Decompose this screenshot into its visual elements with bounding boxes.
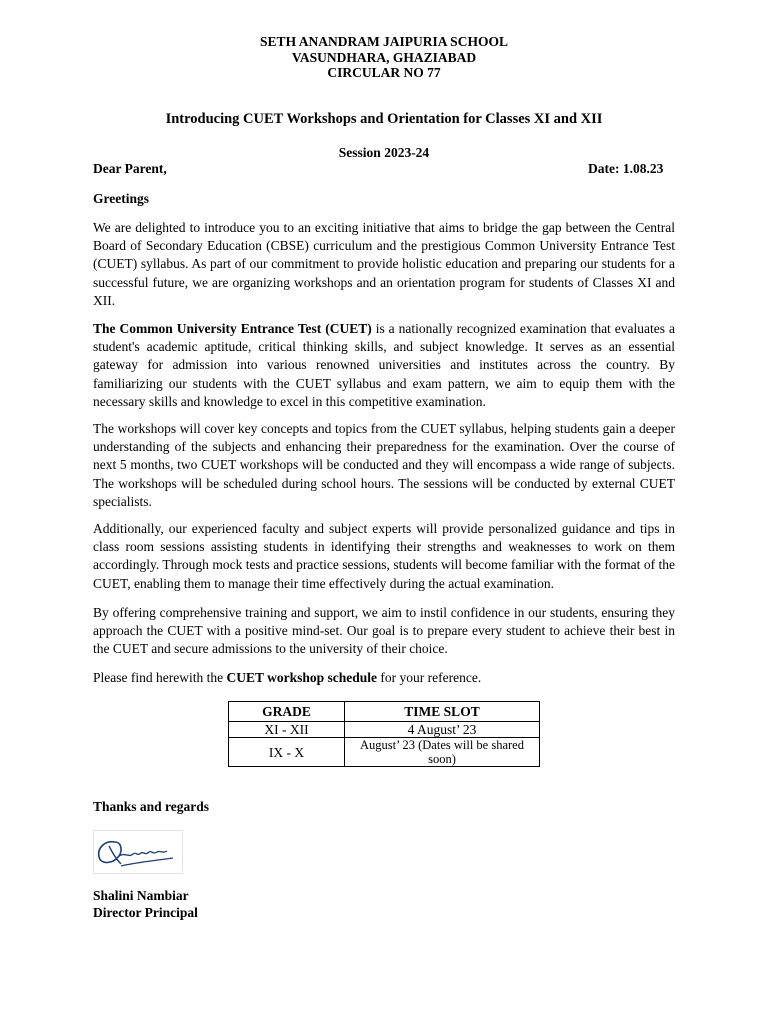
signer-block	[93, 887, 198, 921]
schedule-intro-bold: CUET workshop schedule	[226, 670, 378, 685]
workshop-schedule-table	[228, 701, 540, 767]
paragraph-schedule-intro	[93, 669, 675, 687]
grade-cell: IX - X	[229, 738, 345, 767]
time-slot-cell: August’ 23 (Dates will be shared soon)	[345, 738, 540, 767]
signature-image	[93, 830, 183, 874]
header-grade: GRADE	[229, 702, 345, 722]
signer-title: Director Principal	[93, 905, 198, 920]
circular-title: Introducing CUET Workshops and Orientation for Classes XI and XII	[165, 111, 603, 127]
circular-date: Date: 1.08.23	[588, 161, 664, 176]
table-header-row	[229, 702, 540, 722]
session-label: Session 2023-24	[338, 145, 430, 160]
paragraph-goal: By offering comprehensive training and support, we aim to instil confidence in our students, ensuring they approach the CUET with a positive mind-set. Our goal is to prepare every student to achieve their best in the CUET and secure admissions to the university of their choice.	[93, 605, 675, 657]
table-row	[229, 738, 540, 767]
signer-name: Shalini Nambiar	[93, 888, 189, 903]
salutation: Dear Parent,	[93, 161, 167, 176]
schedule-intro-pre: Please find herewith the	[93, 670, 227, 685]
grade-cell: XI - XII	[229, 722, 345, 738]
school-location: VASUNDHARA, GHAZIABAD	[291, 49, 477, 65]
header-time-slot: TIME SLOT	[345, 702, 540, 722]
closing: Thanks and regards	[93, 799, 210, 814]
time-slot-cell: 4 August’ 23	[345, 722, 540, 738]
paragraph-workshops: The workshops will cover key concepts and topics from the CUET syllabus, helping students gain a deeper understanding of the subjects and enhancing their preparedness for the examination. Over the course of next 5 months, two CUET workshops will be conducted and they will encompass a wide range of subjects. The workshops will be scheduled during school hours. The sessions will be conducted by external CUET specialists.	[93, 421, 675, 509]
school-name: SETH ANANDRAM JAIPURIA SCHOOL	[260, 34, 508, 49]
table-row	[229, 722, 540, 738]
letterhead	[0, 34, 768, 81]
greeting: Greetings	[93, 191, 149, 206]
paragraph-faculty: Additionally, our experienced faculty and subject experts will provide personalized guidance and tips in class room sessions assisting students in identifying their strengths and weaknesses to work on them accordingly. Through mock tests and practice sessions, students will become familiar with the format of the CUET, enabling them to manage their time effectively during the actual examination.	[93, 521, 675, 591]
paragraph-intro: We are delighted to introduce you to an exciting initiative that aims to bridge the gap between the Central Board of Secondary Education (CBSE) curriculum and the prestigious Common University Entrance Test (CUET) syllabus. As part of our commitment to provide holistic education and preparing our students for a successful future, we are organizing workshops and an orientation program for students of Classes XI and XII.	[93, 220, 675, 308]
paragraph-cuet-text: is a nationally recognized examination that evaluates a student's academic aptitude, critical thinking skills, and subject knowledge. It serves as an essential gateway for admission into various renowned universities and institutes across the country. By familiarizing our students with the CUET syllabus and exam pattern, we aim to equip them with the necessary skills and knowledge to excel in this competitive examination.	[93, 321, 676, 409]
cuet-bold-term: The Common University Entrance Test (CUET)	[93, 321, 372, 336]
schedule-intro-post: for your reference.	[377, 670, 482, 685]
circular-number: CIRCULAR NO 77	[327, 65, 441, 80]
paragraph-cuet	[93, 320, 675, 411]
